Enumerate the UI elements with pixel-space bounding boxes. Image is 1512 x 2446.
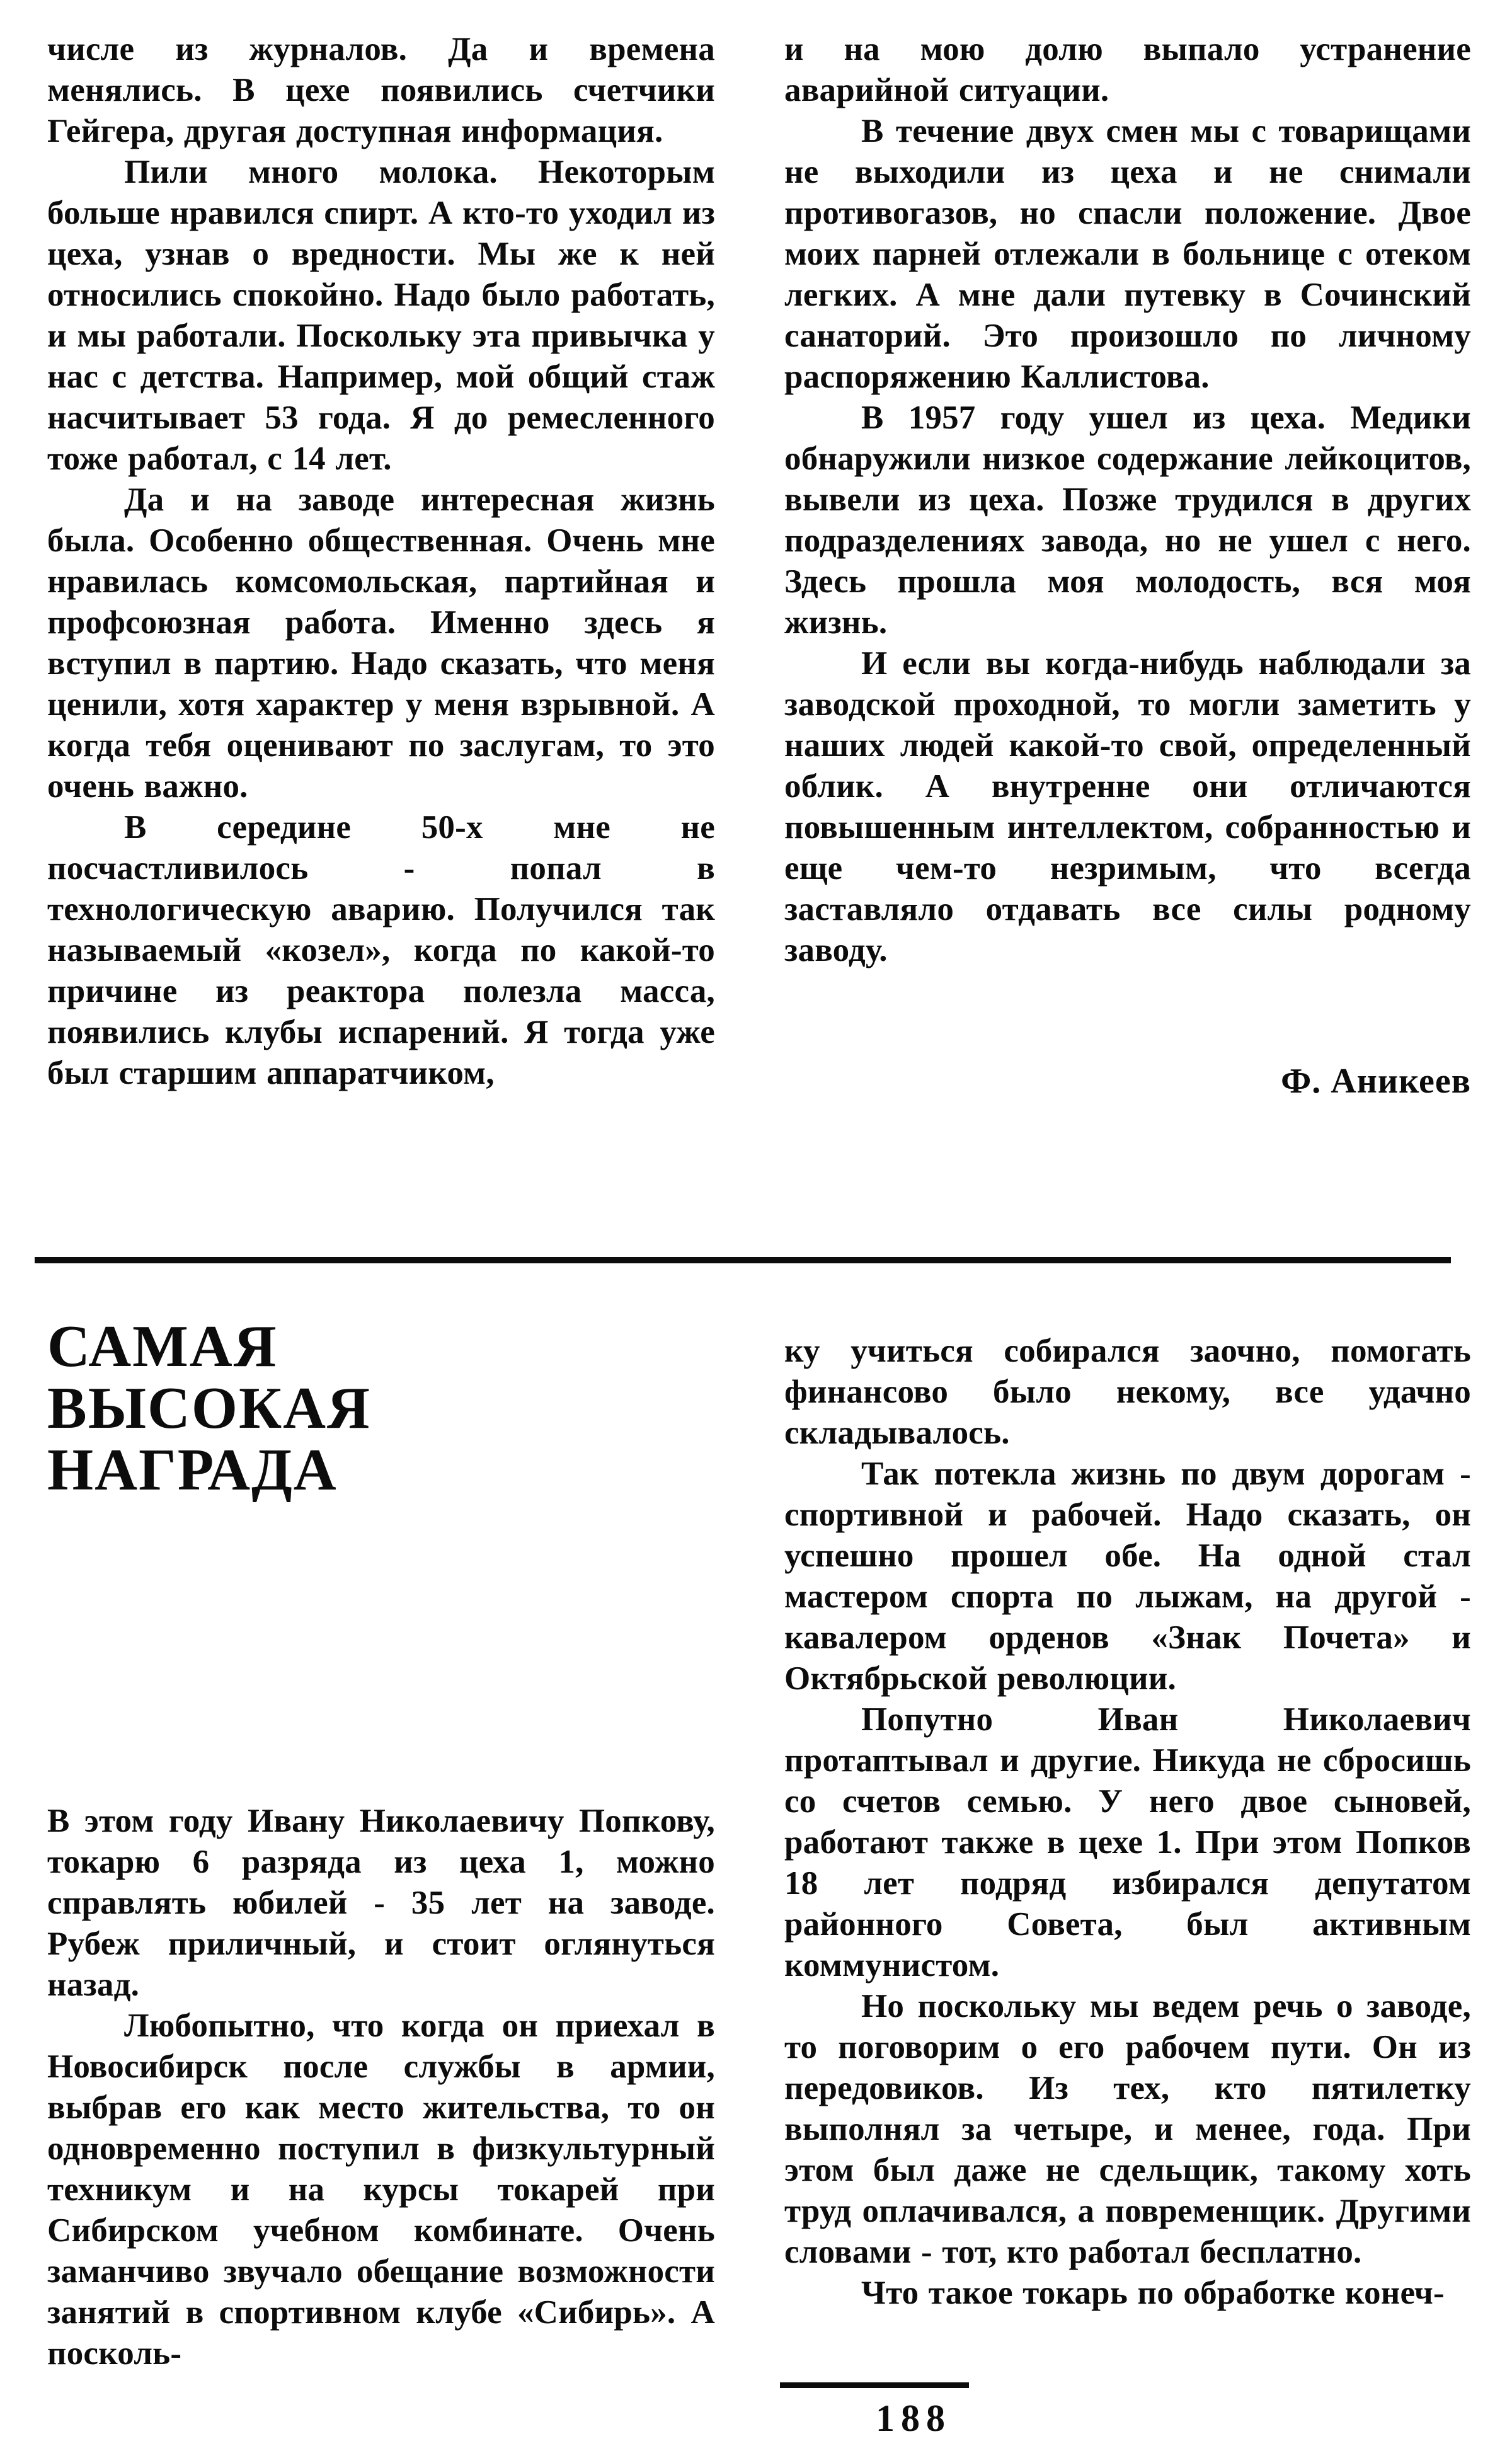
- top-left-column: [47, 29, 715, 1094]
- paragraph: Любопытно, что когда он приехал в Новосибирск после службы в армии, выбрав его как место жительства, то он одновременно поступил в физкультурный техникум и на курсы токарей при Сибирском учебном комбинате. Очень заманчиво звучало обещание возможности занятий в спортивном клубе «Сибирь». А посколь-: [47, 2007, 715, 2372]
- headline-line: НАГРАДА: [47, 1437, 338, 1503]
- top-right-column: [784, 29, 1471, 971]
- headline-line: САМАЯ: [47, 1314, 278, 1379]
- page-number: 188: [876, 2397, 951, 2439]
- paragraph: Но поскольку мы ведем речь о заводе, то поговорим о его рабочем пути. Он из передовиков. Из тех, кто пятилетку выполнял за четыре, и менее, года. При этом был даже не сдельщик, такому хоть труд оплачивался, а повременщик. Другими словами - тот, кто работал бесплатно.: [784, 1988, 1471, 2270]
- paragraph: ку учиться собирался заочно, помогать финансово было некому, все удачно складывалось.: [784, 1333, 1471, 1451]
- section-divider-rule: [35, 1257, 1451, 1263]
- author-signature: Ф. Аникеев: [1281, 1062, 1471, 1101]
- headline-line: ВЫСОКАЯ: [47, 1375, 371, 1441]
- paragraph: и на мою долю выпало устранение аварийной ситуации.: [784, 31, 1471, 108]
- paragraph: числе из журналов. Да и времена менялись. В цехе появились счетчики Гейгера, другая доступная информация.: [47, 31, 715, 149]
- paragraph: Пили много молока. Некоторым больше нравился спирт. А кто-то уходил из цеха, узнав о вредности. Мы же к ней относились спокойно. Надо было работать, и мы работали. Поскольку эта привычка у нас с детства. Например, мой общий стаж насчитывает 53 года. Я до ремесленного тоже работал, с 14 лет.: [47, 154, 715, 477]
- paragraph: И если вы когда-нибудь наблюдали за заводской проходной, то могли заметить у наших людей какой-то свой, определенный облик. А внутренне они отличаются повышенным интеллектом, собранностью и еще чем-то незримым, что всегда заставляло отдавать все силы родному заводу.: [784, 645, 1471, 968]
- paragraph: В течение двух смен мы с товарищами не выходили из цеха и не снимали противогазов, но спасли положение. Двое моих парней отлежали в больнице с отеком легких. А мне дали путевку в Сочинский санаторий. Это произошло по личному распоряжению Каллистова.: [784, 113, 1471, 395]
- article-left-column: [47, 1801, 715, 2374]
- footer-rule: [780, 2382, 969, 2388]
- paragraph: В середине 50-х мне не посчастливилось - попал в технологическую аварию. Получился так называемый «козел», когда по какой-то причине из реактора полезла масса, появились клубы испарений. Я тогда уже был старшим аппаратчиком,: [47, 809, 715, 1091]
- paragraph: Так потекла жизнь по двум дорогам - спортивной и рабочей. Надо сказать, он успешно прошел обе. На одной стал мастером спорта по лыжам, на другой - кавалером орденов «Знак Почета» и Октябрьской революции.: [784, 1456, 1471, 1697]
- paragraph: Попутно Иван Николаевич протаптывал и другие. Никуда не сбросишь со счетов семью. У него двое сыновей, работают также в цехе 1. При этом Попков 18 лет подряд избирался депутатом районного Совета, был активным коммунистом.: [784, 1701, 1471, 1984]
- paragraph: Что такое токарь по обработке конеч-: [861, 2275, 1445, 2311]
- paragraph: Да и на заводе интересная жизнь была. Особенно общественная. Очень мне нравилась комсомольская, партийная и профсоюзная работа. Именно здесь я вступил в партию. Надо сказать, что меня ценили, хотя характер у меня взрывной. А когда тебя оценивают по заслугам, то это очень важно.: [47, 481, 715, 805]
- article-right-column: [784, 1331, 1471, 2314]
- article-headline: [47, 1316, 371, 1501]
- paragraph: В этом году Ивану Николаевичу Попкову, токарю 6 разряда из цеха 1, можно справлять юбилей - 35 лет на заводе. Рубеж приличный, и стоит оглянуться назад.: [47, 1803, 715, 2003]
- paragraph: В 1957 году ушел из цеха. Медики обнаружили низкое содержание лейкоцитов, вывели из цеха. Позже трудился в других подразделениях завода, но не ушел с него. Здесь прошла моя молодость, вся моя жизнь.: [784, 399, 1471, 641]
